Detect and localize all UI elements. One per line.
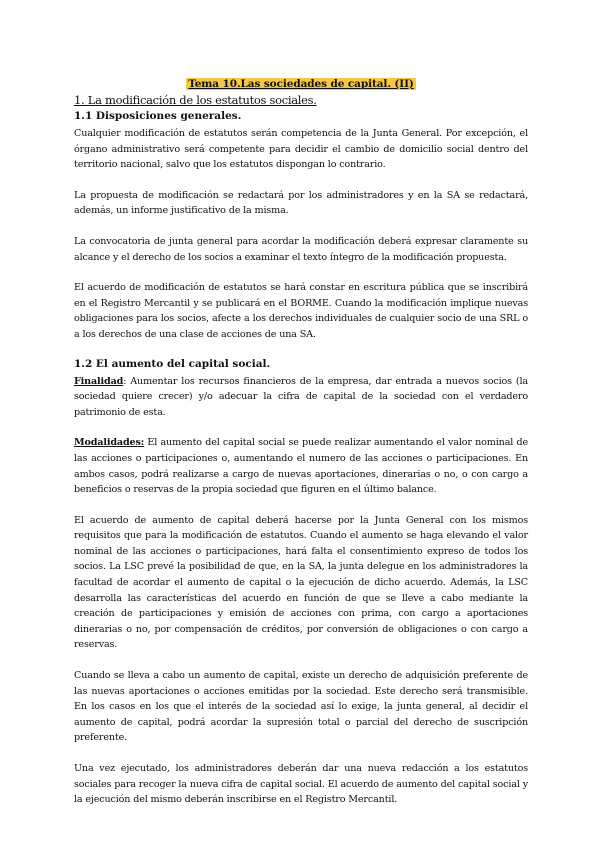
subsection-heading-1-2: 1.2 El aumento del capital social. [74, 357, 271, 370]
subsection-heading-1-1: 1.1 Disposiciones generales. [74, 110, 242, 122]
modalidades-label: Modalidades: [74, 437, 145, 449]
finalidad-text: : Aumentar los recursos financieros de la empresa, dar entrada a nuevos socios (la sociedad quiere crecer) y/o adecuar la cifra de capital de la sociedad con el verdadero patrimonio de esta. [74, 375, 528, 418]
paragraph-finalidad [74, 374, 528, 421]
paragraph-1-2-acuerdo: El acuerdo de aumento de capital deberá hacerse por la Junta General con los mismos requisitos que para la modificación de estatutos. Cuando el aumento se haga elevando el valor nominal de las acciones o participaciones, hará falta el consentimiento expreso de todos los socios. La LSC prevé la posibilidad de que, en la SA, la junta delegue en los administradores la facultad de acordar el aumento de capital o la ejecución de dicho acuerdo. Además, la LSC desarrolla las características del acuerdo en función de que se lleve a cabo mediante la creación de participaciones y emisión de acciones con prima, con cargo a aportaciones dinerarias o no, por compensación de créditos, por conversión de obligaciones o con cargo a reservas. [74, 514, 528, 651]
paragraph-1-1-c: La convocatoria de junta general para acordar la modificación deberá expresar claramente su alcance y el derecho de los socios a examinar el texto íntegro de la modificación propuesta. [74, 235, 528, 263]
section-heading-1: 1. La modificación de los estatutos sociales. [74, 93, 317, 107]
paragraph-modalidades [74, 435, 528, 497]
title-row [74, 72, 528, 91]
modalidades-text: El aumento del capital social se puede realizar aumentando el valor nominal de las acciones o participaciones o, aumentando el numero de las acciones o participaciones. En ambos casos, podrá realizarse a cargo de nuevas aportaciones, dinerarias o no, o con cargo a beneficios o reservas de la propia sociedad que figuren en el último balance. [74, 437, 528, 496]
paragraph-1-2-ejecucion: Una vez ejecutado, los administradores deberán dar una nueva redacción a los estatutos sociales para recoger la nueva cifra de capital social. El acuerdo de aumento del capital social y la ejecución del mismo deberán inscribirse en el Registro Mercantil. [74, 763, 528, 806]
paragraph-1-1-d: El acuerdo de modificación de estatutos se hará constar en escritura pública que se inscribirá en el Registro Mercantil y se publicará en el BORME. Cuando la modificación implique nuevas obligaciones para los socios, afecte a los derechos individuales de cualquier socio de una SRL o a los derechos de una clase de acciones de una SA. [74, 282, 528, 340]
finalidad-label: Finalidad [74, 375, 124, 387]
paragraph-1-1-a: Cualquier modificación de estatutos serán competencia de la Junta General. Por excepción, el órgano administrativo será competente para decidir el cambio de domicilio social dentro del territorio nacional, salvo que los estatutos dispongan lo contrario. [74, 128, 528, 171]
document-title: Tema 10.Las sociedades de capital. (II) [188, 78, 414, 90]
paragraph-1-1-b: La propuesta de modificación se redactará por los administradores y en la SA se redactará, además, un informe justificativo de la misma. [74, 189, 528, 217]
paragraph-1-2-preferente: Cuando se lleva a cabo un aumento de capital, existe un derecho de adquisición preferente de las nuevas aportaciones o acciones emitidas por la sociedad. Este derecho será transmisible. En los casos en los que el interés de la sociedad así lo exige, la junta general, al decidir el aumento de capital, podrá acordar la supresión total o parcial del derecho de suscripción preferente. [74, 670, 528, 744]
